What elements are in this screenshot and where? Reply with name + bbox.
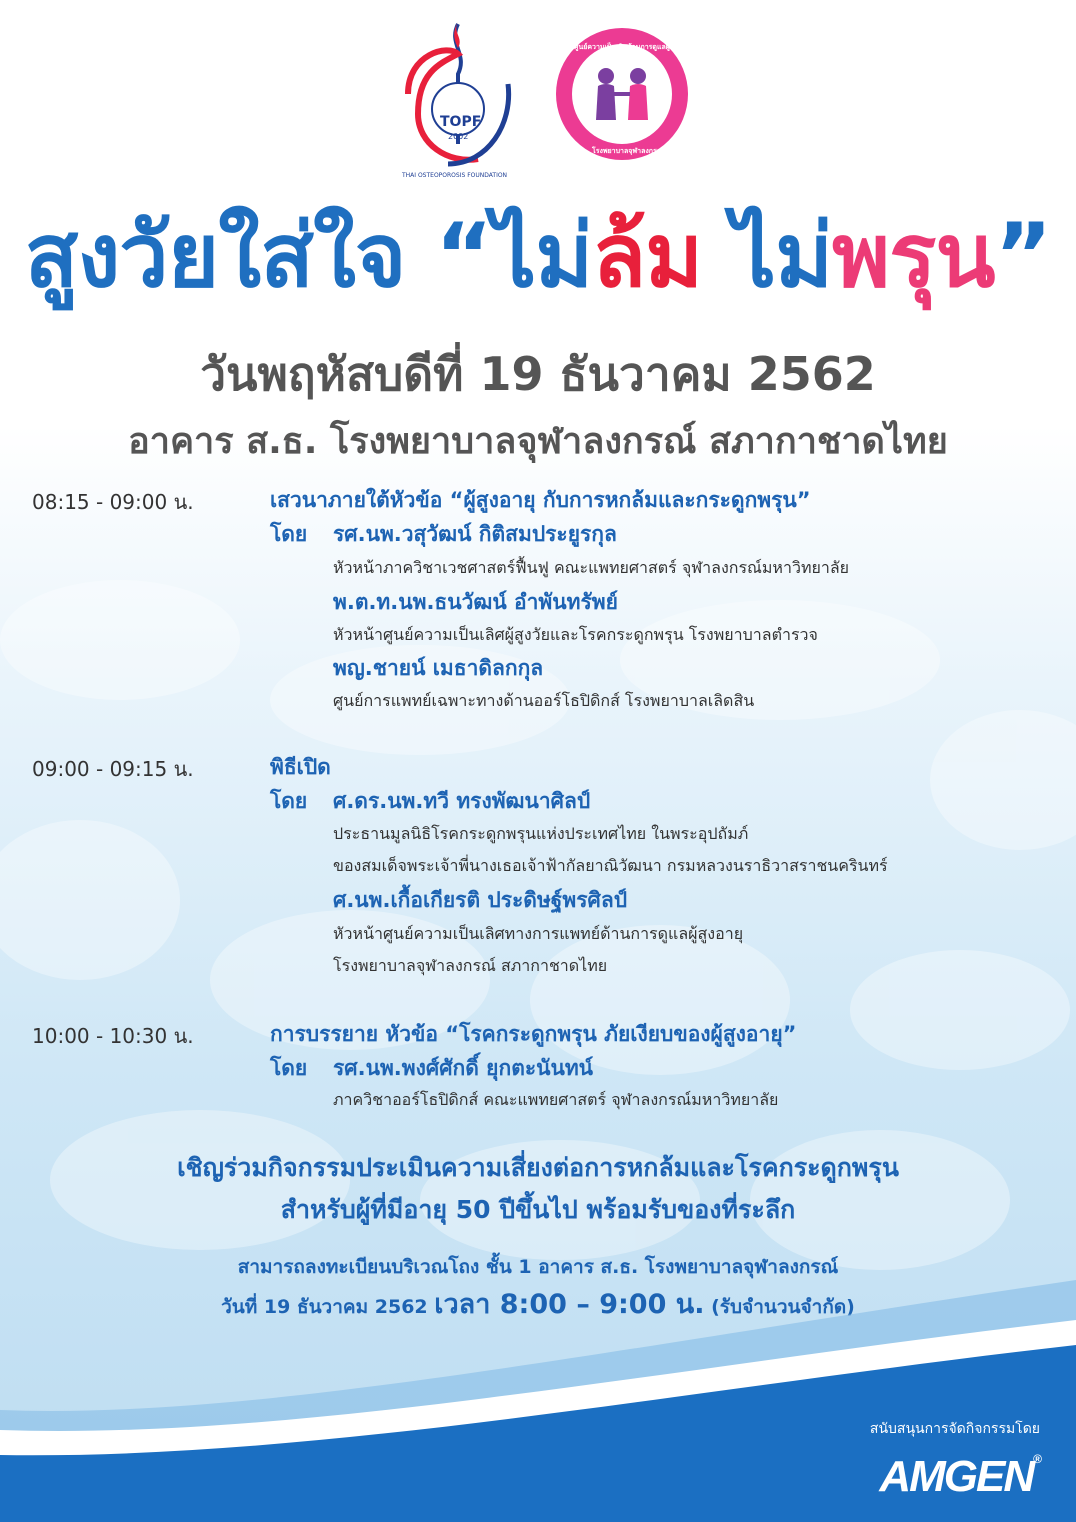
schedule-by-2: โดย (270, 789, 308, 813)
headline-close-quote: ” (994, 204, 1052, 307)
schedule-time-1: 08:15 - 09:00 น. (32, 490, 194, 514)
speaker-desc: หัวหน้าศูนย์ความเป็นเลิศทางการแพทย์ด้านการดูแลผู้สูงอายุ (333, 924, 744, 943)
speaker-desc: หัวหน้าศูนย์ความเป็นเลิศผู้สูงวัยและโรคกระดูกพรุน โรงพยาบาลตำรวจ (333, 625, 818, 644)
invite-line-2: สำหรับผู้ที่มีอายุ 50 ปีขึ้นไป พร้อมรับของที่ระลึก (280, 1195, 796, 1224)
speaker-name: พ.ต.ท.นพ.ธนวัฒน์ อำพันทรัพย์ (333, 590, 618, 614)
schedule-time-3: 10:00 - 10:30 น. (32, 1024, 194, 1048)
speaker-name: พญ.ชายน์ เมธาดิลกกุล (333, 656, 544, 680)
registration-location: สามารถลงทะเบียนบริเวณโถง ชั้น 1 อาคาร ส.ธ. โรงพยาบาลจุฬาลงกรณ์ (237, 1256, 839, 1278)
speaker-desc: หัวหน้าภาควิชาเวชศาสตร์ฟื้นฟู คณะแพทยศาสตร์ จุฬาลงกรณ์มหาวิทยาลัย (333, 558, 850, 577)
topf-ring-text: THAI OSTEOPOROSIS FOUNDATION (402, 172, 508, 179)
amgen-logo-text: AMGEN (879, 1452, 1034, 1501)
event-venue: อาคาร ส.ธ. โรงพยาบาลจุฬาลงกรณ์ สภากาชาดไทย (128, 421, 948, 462)
schedule-time-2: 09:00 - 09:15 น. (32, 757, 194, 781)
speaker-desc: ศูนย์การแพทย์เฉพาะทางด้านออร์โธปิดิกส์ โรงพยาบาลเลิดสิน (333, 691, 755, 710)
topf-logo-year: 2002 (448, 132, 469, 141)
speaker-name: ศ.ดร.นพ.ทวี ทรงพัฒนาศิลป์ (333, 789, 591, 813)
headline-part-1: สูงวัยใส่ใจ “ไม่ (24, 204, 593, 307)
schedule-title-2: พิธีเปิด (270, 755, 331, 779)
schedule-by-1: โดย (270, 522, 308, 546)
invite-line-1: เชิญร่วมกิจกรรมประเมินความเสี่ยงต่อการหกล้มและโรคกระดูกพรุน (177, 1153, 899, 1182)
registration-limit: (รับจำนวนจำกัด) (711, 1296, 855, 1318)
center-logo-bottom-text: โรงพยาบาลจุฬาลงกรณ์ (592, 147, 664, 155)
speaker-desc: ของสมเด็จพระเจ้าพี่นางเธอเจ้าฟ้ากัลยาณิวัฒนา กรมหลวงนราธิวาสราชนครินทร์ (333, 856, 888, 875)
event-date: วันพฤหัสบดีที่ 19 ธันวาคม 2562 (200, 347, 876, 401)
speaker-desc: โรงพยาบาลจุฬาลงกรณ์ สภากาชาดไทย (333, 956, 608, 975)
headline-word-porous: พรุน (832, 204, 995, 307)
amgen-logo (879, 1452, 1042, 1502)
event-headline (0, 196, 1076, 316)
speaker-name: รศ.นพ.วสุวัฒน์ กิติสมประยูรกุล (333, 522, 617, 546)
speaker-name: รศ.นพ.พงศ์ศักดิ์ ยุกตะนันทน์ (333, 1056, 594, 1080)
sponsor-label: สนับสนุนการจัดกิจกรรมโดย (869, 1421, 1040, 1437)
center-logo-ring-text: ศูนย์ความเป็นเลิศด้านการดูแลผู้สูงอายุ (574, 43, 690, 51)
speaker-desc: ภาควิชาออร์โธปิดิกส์ คณะแพทยศาสตร์ จุฬาลงกรณ์มหาวิทยาลัย (333, 1090, 779, 1109)
speaker-name: ศ.นพ.เกื้อเกียรติ ประดิษฐ์พรศิลป์ (333, 888, 628, 912)
headline-word-fall: ล้ม (592, 204, 703, 307)
schedule-by-3: โดย (270, 1056, 308, 1080)
registered-mark: ® (1033, 1452, 1042, 1466)
logo-area (0, 14, 1076, 184)
schedule-title-1: เสวนาภายใต้หัวข้อ “ผู้สูงอายุ กับการหกล้มและกระดูกพรุน” (270, 488, 811, 512)
topf-logo (388, 14, 528, 184)
topf-logo-text: TOPF (440, 114, 482, 130)
headline-part-3: ไม่ (702, 204, 833, 307)
registration-time: เวลา 8:00 – 9:00 น. (434, 1289, 705, 1320)
speaker-desc: ประธานมูลนิธิโรคกระดูกพรุนแห่งประเทศไทย ในพระอุปถัมภ์ (333, 824, 749, 843)
registration-date: วันที่ 19 ธันวาคม 2562 (221, 1296, 428, 1318)
schedule-title-3: การบรรยาย หัวข้อ “โรคกระดูกพรุน ภัยเงียบของผู้สูงอายุ” (270, 1022, 797, 1046)
